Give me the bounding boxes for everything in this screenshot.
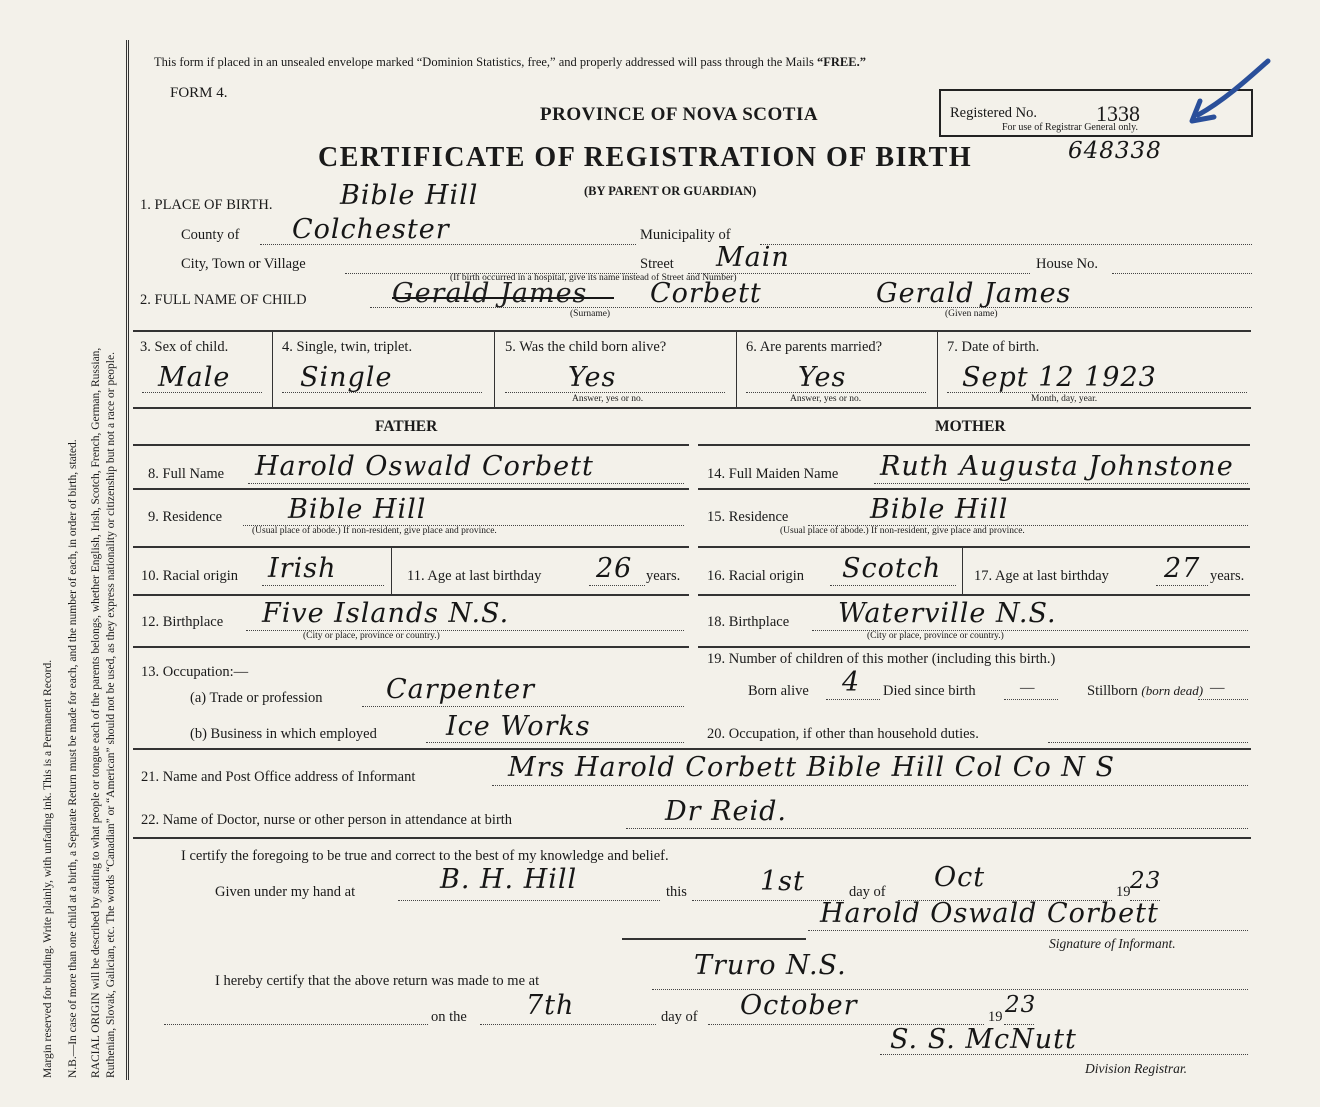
registrar-signature-label: Division Registrar. <box>1085 1061 1188 1076</box>
surname-caption: (Surname) <box>570 309 611 319</box>
father-racial-value: Irish <box>268 553 337 584</box>
street-label: Street <box>640 256 674 272</box>
child-surname: Corbett <box>650 278 762 309</box>
mother-residence-value: Bible Hill <box>870 494 1009 525</box>
child-struck-value: Gerald James <box>392 278 588 309</box>
mother-occupation-label: 20. Occupation, if other than household duties. <box>707 726 979 742</box>
sex-label: 3. Sex of child. <box>140 339 229 355</box>
return-year-value: 23 <box>1005 992 1037 1018</box>
year-value: 23 <box>1130 868 1162 894</box>
father-name-label: 8. Full Name <box>148 466 225 482</box>
died-value: — <box>1020 680 1035 696</box>
mother-heading: MOTHER <box>935 418 1006 435</box>
informant-value: Mrs Harold Corbett Bible Hill Col Co N S <box>508 752 1115 783</box>
doctor-value: Dr Reid. <box>665 796 787 827</box>
place-label: 1. PLACE OF BIRTH. <box>140 197 273 213</box>
mother-residence-label: 15. Residence <box>707 509 789 525</box>
county-label: County of <box>181 227 240 243</box>
return-year-prefix: 19 <box>988 1009 1003 1025</box>
occupation-label: 13. Occupation:— <box>141 664 249 680</box>
return-day-value: 7th <box>526 990 575 1021</box>
doctor-label: 22. Name of Doctor, nurse or other person in attendance at birth <box>141 812 513 828</box>
given-place-value: B. H. Hill <box>440 864 578 895</box>
return-text: I hereby certify that the above return was made to me at <box>215 973 540 989</box>
registrar-note: For use of Registrar General only. <box>1002 122 1138 133</box>
father-residence-value: Bible Hill <box>288 494 427 525</box>
trade-value: Carpenter <box>386 674 536 705</box>
father-birthplace-value: Five Islands N.S. <box>262 598 510 629</box>
alive-value: Yes <box>568 362 617 393</box>
dob-note: Month, day, year. <box>1031 394 1098 404</box>
married-label: 6. Are parents married? <box>746 339 883 355</box>
form-number: FORM 4. <box>170 85 228 101</box>
registered-label: Registered No. <box>950 105 1037 121</box>
mother-name-label: 14. Full Maiden Name <box>707 466 839 482</box>
day-value: 1st <box>760 866 805 897</box>
handwritten-number: 648338 <box>1068 138 1162 164</box>
street-value: Main <box>716 242 790 273</box>
subtitle: (BY PARENT OR GUARDIAN) <box>584 184 757 198</box>
mother-age-value: 27 <box>1164 553 1201 584</box>
registrar-signature: S. S. McNutt <box>890 1024 1077 1055</box>
father-residence-note: (Usual place of abode.) If non-resident, give place and province. <box>252 526 497 536</box>
father-age-unit: years. <box>646 568 681 584</box>
alive-note: Answer, yes or no. <box>572 394 644 404</box>
born-alive-value: 4 <box>842 667 861 698</box>
arrow-icon <box>1180 55 1275 130</box>
this-label: this <box>666 884 687 900</box>
certify-text: I certify the foregoing to be true and correct to the best of my knowledge and belief. <box>181 848 669 864</box>
return-month-value: October <box>740 990 858 1021</box>
father-name-value: Harold Oswald Corbett <box>255 451 594 482</box>
children-count-label: 19. Number of children of this mother (including this birth.) <box>707 651 1056 667</box>
mother-birthplace-value: Waterville N.S. <box>838 598 1057 629</box>
margin-binding-text: Margin reserved for binding. Write plainly, with unfading ink. This is a Permanent Record. <box>42 659 54 1078</box>
died-label: Died since birth <box>883 683 976 699</box>
married-value: Yes <box>798 362 847 393</box>
father-birthplace-note: (City or place, province or country.) <box>303 631 440 641</box>
business-value: Ice Works <box>446 711 591 742</box>
margin-racial-text: RACIAL ORIGIN will be described by stating to what people or tongue each of the parents belongs, whether English, Irish, Scotch, French, German, Russian, <box>90 347 102 1078</box>
stillborn-label: Stillborn (born dead) <box>1087 683 1204 699</box>
page-title: CERTIFICATE OF REGISTRATION OF BIRTH <box>318 142 973 173</box>
born-alive-label: Born alive <box>748 683 809 699</box>
margin-racial-text-2: Ruthenian, Slovak, Galician, etc. The words “Canadian” or “American” should not be used, as they express nationality or citizenship but not a race or people. <box>105 352 117 1078</box>
mail-notice: This form if placed in an unsealed envelope marked “Dominion Statistics, free,” and properly addressed will pass through the Mails “FREE.” <box>154 55 866 69</box>
sex-value: Male <box>158 362 231 393</box>
father-residence-label: 9. Residence <box>148 509 223 525</box>
binding-margin-line <box>126 40 129 1080</box>
business-label: (b) Business in which employed <box>190 726 377 742</box>
margin-nb-text: N.B.—In case of more than one child at a birth, a Separate Return must be made for each, and the number of each, in order of birth, stated. <box>67 439 79 1078</box>
hospital-note: (If birth occurred in a hospital, give its name instead of Street and Number) <box>450 273 737 283</box>
child-name-label: 2. FULL NAME OF CHILD <box>140 292 307 308</box>
informant-signature-label: Signature of Informant. <box>1049 936 1176 951</box>
father-birthplace-label: 12. Birthplace <box>141 614 224 630</box>
child-given-name: Gerald James <box>876 278 1072 309</box>
single-label: 4. Single, twin, triplet. <box>282 339 413 355</box>
mother-birthplace-note: (City or place, province or country.) <box>867 631 1004 641</box>
year-prefix: 19 <box>1116 884 1131 900</box>
county-value: Colchester <box>292 214 450 245</box>
given-caption: (Given name) <box>945 309 998 319</box>
mother-racial-label: 16. Racial origin <box>707 568 805 584</box>
alive-label: 5. Was the child born alive? <box>505 339 667 355</box>
given-under-label: Given under my hand at <box>215 884 356 900</box>
father-age-value: 26 <box>596 553 633 584</box>
month-value: Oct <box>934 862 986 893</box>
dob-label: 7. Date of birth. <box>947 339 1040 355</box>
father-heading: FATHER <box>375 418 438 435</box>
municipality-label: Municipality of <box>640 227 731 243</box>
dob-value: Sept 12 1923 <box>962 362 1157 393</box>
city-label: City, Town or Village <box>181 256 306 272</box>
single-value: Single <box>300 362 393 393</box>
return-day-of-label: day of <box>661 1009 698 1025</box>
mother-age-unit: years. <box>1210 568 1245 584</box>
day-of-label: day of <box>849 884 886 900</box>
informant-label: 21. Name and Post Office address of Informant <box>141 769 416 785</box>
informant-signature: Harold Oswald Corbett <box>820 898 1159 929</box>
mother-age-label: 17. Age at last birthday <box>974 568 1109 584</box>
trade-label: (a) Trade or profession <box>190 690 323 706</box>
place-value: Bible Hill <box>340 180 479 211</box>
married-note: Answer, yes or no. <box>790 394 862 404</box>
house-label: House No. <box>1036 256 1099 272</box>
province-heading: PROVINCE OF NOVA SCOTIA <box>540 104 819 125</box>
mother-residence-note: (Usual place of abode.) If non-resident, give place and province. <box>780 526 1025 536</box>
father-racial-label: 10. Racial origin <box>141 568 239 584</box>
registered-value: 1338 <box>1096 101 1140 126</box>
return-place-value: Truro N.S. <box>694 950 847 981</box>
on-the-label: on the <box>431 1009 467 1025</box>
mother-name-value: Ruth Augusta Johnstone <box>880 451 1234 482</box>
mother-birthplace-label: 18. Birthplace <box>707 614 790 630</box>
father-age-label: 11. Age at last birthday <box>407 568 542 584</box>
stillborn-value: — <box>1210 680 1225 696</box>
mother-racial-value: Scotch <box>842 553 942 584</box>
